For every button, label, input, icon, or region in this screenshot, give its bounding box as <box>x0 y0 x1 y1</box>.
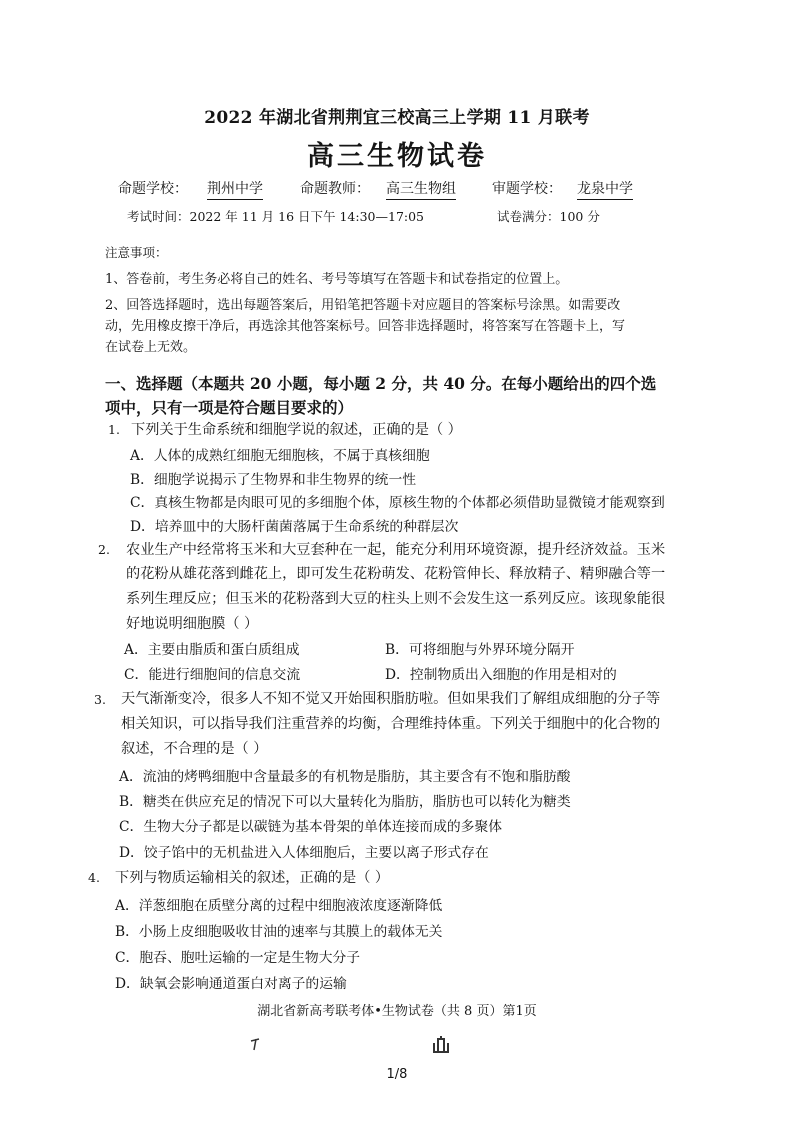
option-a: A．主要由脂质和蛋白质组成 <box>124 642 300 658</box>
question-number: 4. <box>88 870 100 885</box>
question-stem: 下列与物质运输相关的叙述，正确的是（ ） <box>115 870 390 886</box>
option-c: C．胞吞、胞吐运输的一定是生物大分子 <box>115 950 361 966</box>
option-c: C．真核生物都是肉眼可见的多细胞个体，原核生物的个体都必须借助显微镜才能观察到 <box>130 495 665 511</box>
notice-title: 注意事项： <box>105 245 168 260</box>
option-d: D．培养皿中的大肠杆菌菌落属于生命系统的种群层次 <box>130 519 459 535</box>
full-score: 试卷满分：100 分 <box>497 209 600 224</box>
notice-line: 2、回答选择题时，选出每题答案后，用铅笔把答题卡对应题目的答案标号涂黑。如需要改 <box>105 298 621 313</box>
notice-line: 1、答卷前，考生务必将自己的姓名、考号等填写在答题卡和试卷指定的位置上。 <box>105 272 569 287</box>
option-a: A．人体的成熟红细胞无细胞核，不属于真核细胞 <box>130 448 430 464</box>
option-b: B．小肠上皮细胞吸收甘油的速率与其膜上的载体无关 <box>115 924 443 940</box>
exam-title: 2022 年湖北省荆荆宜三校高三上学期 11 月联考 <box>204 108 590 128</box>
section-title: 项中，只有一项是符合题目要求的） <box>105 398 354 417</box>
scan-mark-icon <box>249 1037 261 1051</box>
setter-teacher-label: 命题教师： <box>300 181 370 197</box>
page-footer: 湖北省新高考联考体•生物试卷（共 8 页）第1页 <box>257 1004 537 1019</box>
question-stem: 农业生产中经常将玉米和大豆套种在一起，能充分利用环境资源，提升经济效益。玉米 <box>126 542 666 558</box>
option-d: D．饺子馅中的无机盐进入人体细胞后，主要以离子形式存在 <box>119 845 489 861</box>
setter-school-label: 命题学校： <box>118 181 188 197</box>
option-a: A．流油的烤鸭细胞中含量最多的有机物是脂肪，其主要含有不饱和脂肪酸 <box>119 769 571 785</box>
option-d: D．控制物质出入细胞的作用是相对的 <box>385 667 617 683</box>
option-c: C．生物大分子都是以碳链为基本骨架的单体连接而成的多聚体 <box>119 819 503 835</box>
question-stem: 系列生理反应；但玉米的花粉落到大豆的柱头上则不会发生这一系列反应。该现象能很 <box>126 591 666 607</box>
question-stem: 下列关于生命系统和细胞学说的叙述，正确的是（ ） <box>131 422 462 438</box>
scan-mark-icon <box>432 1035 452 1053</box>
option-b: B．糖类在供应充足的情况下可以大量转化为脂肪，脂肪也可以转化为糖类 <box>119 794 571 810</box>
notice-line: 动，先用橡皮擦干净后，再选涂其他答案标号。回答非选择题时，将答案写在答题卡上，写 <box>105 319 626 334</box>
notice-line: 在试卷上无效。 <box>105 340 197 355</box>
question-stem: 天气渐渐变冷，很多人不知不觉又开始囤积脂肪啦。但如果我们了解组成细胞的分子等 <box>121 691 661 707</box>
option-b: B．细胞学说揭示了生物界和非生物界的统一性 <box>130 472 417 488</box>
question-number: 2. <box>98 542 110 557</box>
page-indicator: 1/8 <box>386 1067 408 1082</box>
question-number: 1. <box>108 422 120 437</box>
question-number: 3. <box>94 692 106 707</box>
page-title: 高三生物试卷 <box>307 141 487 172</box>
setter-school: 荆州中学 <box>207 178 263 200</box>
question-stem: 叙述，不合理的是（ ） <box>121 741 268 757</box>
reviewer-school-label: 审题学校： <box>492 181 562 197</box>
question-stem: 相关知识，可以指导我们注重营养的均衡，合理维持体重。下列关于细胞中的化合物的 <box>121 716 661 732</box>
question-stem: 好地说明细胞膜（ ） <box>126 616 259 632</box>
exam-time: 考试时间：2022 年 11 月 16 日下午 14:30—17:05 <box>127 209 425 224</box>
option-a: A．洋葱细胞在质壁分离的过程中细胞液浓度逐渐降低 <box>115 898 443 914</box>
reviewer-school: 龙泉中学 <box>577 178 633 200</box>
option-c: C．能进行细胞间的信息交流 <box>124 667 301 683</box>
section-title: 一、选择题（本题共 20 小题，每小题 2 分，共 40 分。在每小题给出的四个选 <box>105 374 657 393</box>
question-stem: 的花粉从雄花落到雌花上，即可发生花粉萌发、花粉管伸长、释放精子、精卵融合等一 <box>126 566 666 582</box>
option-b: B．可将细胞与外界环境分隔开 <box>385 642 575 658</box>
option-d: D．缺氧会影响通道蛋白对离子的运输 <box>115 976 347 992</box>
setter-teacher: 高三生物组 <box>386 178 456 200</box>
